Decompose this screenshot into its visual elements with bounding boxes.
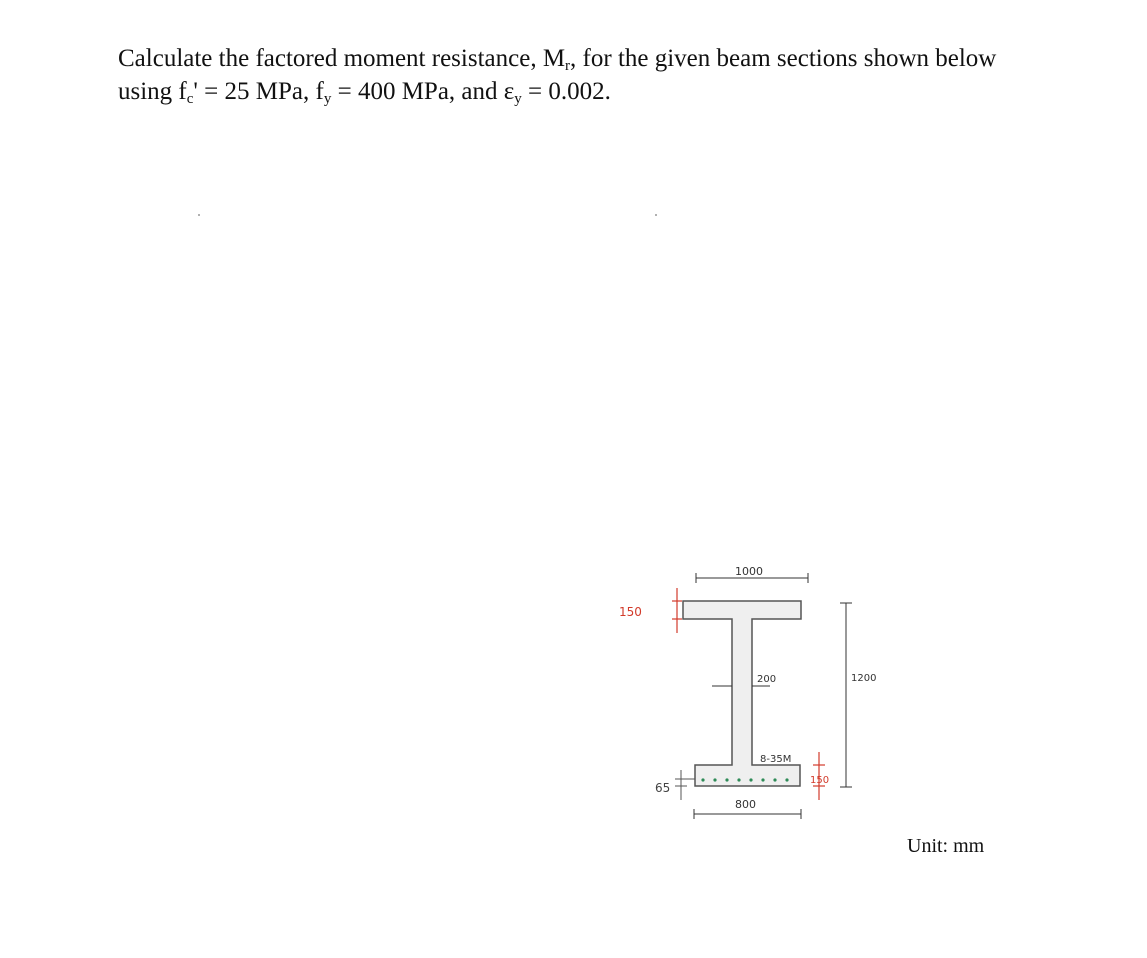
cover-label: 65 bbox=[655, 781, 671, 795]
rebar-bar bbox=[737, 778, 740, 781]
ey-subscript: y bbox=[514, 91, 522, 107]
web-width-label: 200 bbox=[757, 674, 777, 685]
unit-label: Unit: mm bbox=[907, 835, 985, 857]
problem-line1: Calculate the factored moment resistance, M bbox=[118, 45, 566, 72]
rebar-bar bbox=[773, 778, 776, 781]
stray-mark-right bbox=[655, 214, 657, 216]
rebar-bar bbox=[725, 778, 728, 781]
rebar-bar bbox=[761, 778, 764, 781]
mr-subscript: r bbox=[565, 58, 571, 74]
rebar-bar bbox=[785, 778, 788, 781]
fc-value: ' = 25 MPa, f bbox=[193, 78, 324, 105]
bottom-width-label: 800 bbox=[735, 798, 756, 811]
bottom-thickness-label: 150 bbox=[810, 775, 830, 786]
top-width-label: 1000 bbox=[735, 565, 763, 578]
rebar-bar bbox=[713, 778, 716, 781]
fy-subscript: y bbox=[323, 91, 332, 107]
stray-mark-left bbox=[198, 214, 200, 216]
rebar-label: 8-35M bbox=[760, 754, 792, 765]
flange-thickness-label: 150 bbox=[619, 605, 642, 619]
rebar-bar bbox=[701, 778, 704, 781]
cover-dimension bbox=[675, 770, 695, 800]
fc-subscript: c bbox=[186, 91, 194, 107]
flange-thickness-dimension bbox=[672, 588, 682, 633]
total-height-label: 1200 bbox=[851, 673, 877, 684]
ey-value: = 0.002. bbox=[521, 78, 611, 105]
total-height-dimension bbox=[840, 603, 852, 787]
problem-line2-start: using f bbox=[118, 78, 187, 105]
problem-line1-end: , for the given beam sections shown below bbox=[570, 45, 997, 72]
rebar-bar bbox=[749, 778, 752, 781]
fy-value: = 400 MPa, and ε bbox=[331, 78, 515, 105]
